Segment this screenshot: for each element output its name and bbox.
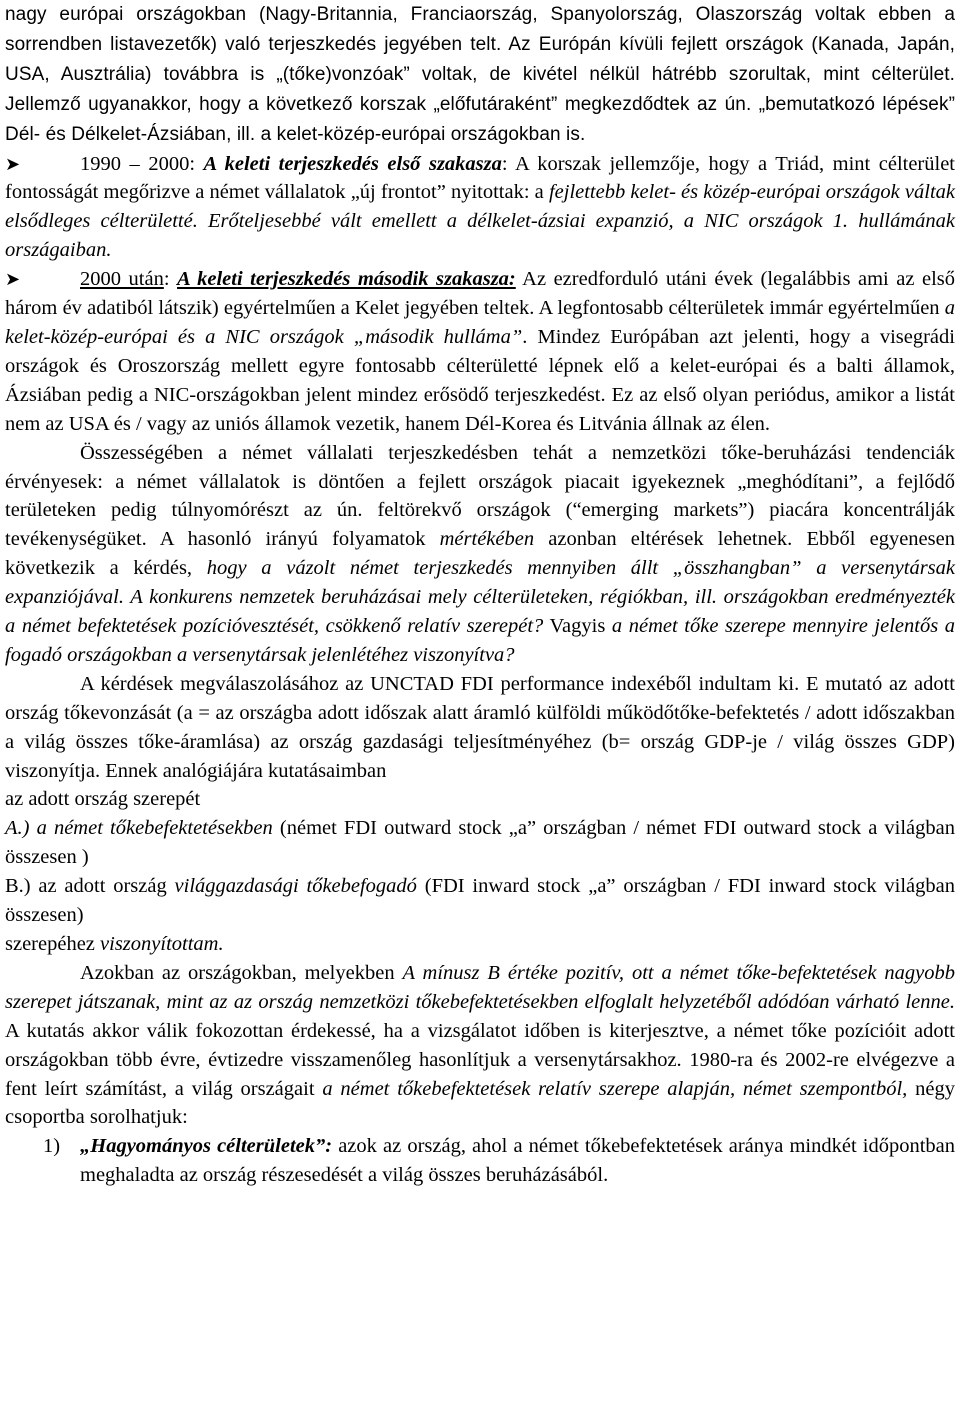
bullet-1-text: : A korszak jellemzője, hogy a Triád, mint célterület fontosságát megőrizve a német vállalatok „új frontot” nyitottak: a [5, 152, 955, 204]
azokban-text-2: A kutatás akkor válik fokozottan érdekessé, ha a vizsgálatot időben is kiterjesztve, a német tőke pozícióit adott országokban több évre, évtizedre visszamenőleg hasonlítjuk a versenytársakhoz. 1980-ra és 2002-re elvégezve a fent leírt számítást, a világ országait [5, 1019, 955, 1100]
arrow-bullet-icon: ➤ [5, 153, 21, 174]
item-a-text: (német FDI outward stock „a” országban / német FDI outward stock a világban összesen ) [5, 817, 955, 869]
item-b-prefix: B.) az adott ország [5, 875, 175, 898]
bullet-1-sep: : [189, 152, 204, 175]
azokban-italic-2: a német tőkebefektetések relatív szerepe alapján, német szempontból, [322, 1077, 908, 1100]
summary-italic-1: mértékében [439, 528, 535, 551]
bullet-1-period: 1990 – 2000 [80, 152, 190, 175]
azokban-italic-1: A mínusz B értéke pozitív, ott a német tőke-befektetések nagyobb szerepet játszanak, mint az az ország nemzetközi tőkebefektetésekben elfoglalt helyzetéből adódóan várható lenne. [5, 961, 955, 1013]
summary-paragraph [5, 439, 955, 670]
azokban-paragraph [5, 959, 955, 1132]
intro-paragraph [5, 0, 955, 150]
bullet-2-text: Az ezredforduló utáni évek (legalábbis ami az első három év adatiból látszik) egyértelműen a Kelet jegyében teltek. A legfontosabb célterületek immár egyértelműen [5, 268, 955, 320]
role-close [5, 930, 955, 959]
item-b-text: (FDI inward stock „a” országban / FDI inward stock világban összesen) [5, 875, 955, 927]
bullet-2000-utan [5, 265, 955, 438]
intro-text-2: Jellemző ugyanakkor, hogy a következő korszak „előfutáraként” megkezdődtek az ún. „bemutatkozó lépések” Dél- és Délkelet-Ázsiában, ill. a kelet-közép-európai országokban is. [5, 93, 955, 145]
azokban-text-3: négy csoportba sorolhatjuk: [5, 1077, 955, 1129]
list-item-1-text: azok az ország, ahol a német tőkebefektetések aránya mindkét időpontban meghaladta az ország részesedését a világ összes beruházásából. [80, 1135, 956, 1187]
bullet-2-text-2: . Mindez Európában azt jelenti, hogy a visegrádi országok és Oroszország mellett egyre fontosabb célterületté lépnek elő a kelet-európai és a balti államok, Ázsiában pedig a NIC-országokban jelent mindez erősödő terjeszkedést. Ez az első olyan periódus, amikor a listát nem az USA és / vagy az uniós államok vezetik, hanem Dél-Korea és Litvánia állnak az élen. [5, 325, 955, 435]
summary-italic-3: a német tőke szerepe mennyire jelentős a fogadó országokban a versenytársak jelenlétéhez viszonyítva? [5, 615, 956, 666]
summary-italic-2: hogy a vázolt német terjeszkedés mennyiben állt „összhangban” a versenytársak expanziójával. A konkurens nemzetek beruházásai mely célterületeken, régiókban, ill. országokban eredményezték a német befektetések pozícióvesztését, csökkenő relatív szerepét? [5, 557, 956, 638]
arrow-bullet-icon: ➤ [5, 269, 21, 290]
unctad-text: A kérdések megválaszolásához az UNCTAD FDI performance indexéből indultam ki. E mutató az adott ország tőkevonzását (a = az országba adott időszak alatt áramló külföldi működőtőke-befektetés / adott időszakban a világ összes tőke-áramlása) az ország gazdasági teljesítményéhez (b= ország GDP-je / világ összes GDP) viszonyítja. Ennek analógiájára kutatásaimban [5, 672, 955, 782]
item-a-prefix: A.) [5, 817, 37, 840]
bullet-2-title: A keleti terjeszkedés második szakasza: [177, 268, 516, 291]
list-item-1 [5, 1132, 955, 1190]
summary-text-3: Vagyis [543, 615, 612, 638]
document-page [5, 0, 955, 1190]
item-a [5, 814, 955, 872]
azokban-text-1: Azokban az országokban, melyekben [80, 961, 403, 984]
role-line [5, 785, 955, 814]
bullet-2-italic: a kelet-közép-európai és a NIC országok „második hulláma” [5, 297, 955, 348]
item-b-italic: világgazdasági tőkebefogadó [174, 875, 417, 898]
bullet-1-italic: fejlettebb kelet- és közép-európai országok váltak elsődleges célterületté. [5, 181, 956, 233]
bullet-2-period: 2000 után [80, 268, 164, 291]
bullet-1-title: A keleti terjeszkedés első szakasza [203, 152, 502, 175]
intro-text: nagy európai országokban (Nagy-Britannia, Franciaország, Spanyolország, Olaszország voltak ebben a sorrendben listavezetők) való terjeszkedés jegyében telt. Az Európán kívüli fejlett országok (Kanada, Japán, USA, Ausztrália) továbbra is „(tőke)vonzóak” voltak, de kivétel nélkül hátrébb szorultak, mint célterület. [5, 4, 955, 85]
list-item-1-title: „Hagyományos célterületek”: [80, 1135, 333, 1158]
summary-text-1: Összességében a német vállalati terjeszkedésben tehát a nemzetközi tőke-beruházási tendenciák érvényesek: a német vállalatok is döntően a fejlett országok piacait igyekeznek „meghódítani”, a fejlődő területeken pedig túlnyomórészt az ún. feltörekvő országok (“emerging markets”) piacára koncentrálják tevékenységüket. A hasonló irányú folyamatok [5, 441, 955, 551]
summary-text-2: azonban eltérések lehetnek. Ebből egyenesen következik a kérdés, [5, 528, 955, 580]
role-close-italic: viszonyítottam. [100, 933, 224, 955]
list-item-1-number: 1) [43, 1135, 61, 1158]
bullet-1990-2000 [5, 150, 955, 266]
role-line-text: az adott ország szerepét [5, 788, 201, 811]
item-a-italic: a német tőkebefektetésekben [36, 817, 273, 840]
bullet-2-sep: : [163, 268, 178, 291]
unctad-paragraph [5, 670, 955, 786]
bullet-1-italic-2: Erőteljesebbé vált emellett a délkelet-ázsiai expanzió, a NIC országok 1. hullámának országaiban. [5, 210, 955, 262]
role-close-text: szerepéhez [5, 933, 101, 955]
item-b [5, 872, 955, 930]
